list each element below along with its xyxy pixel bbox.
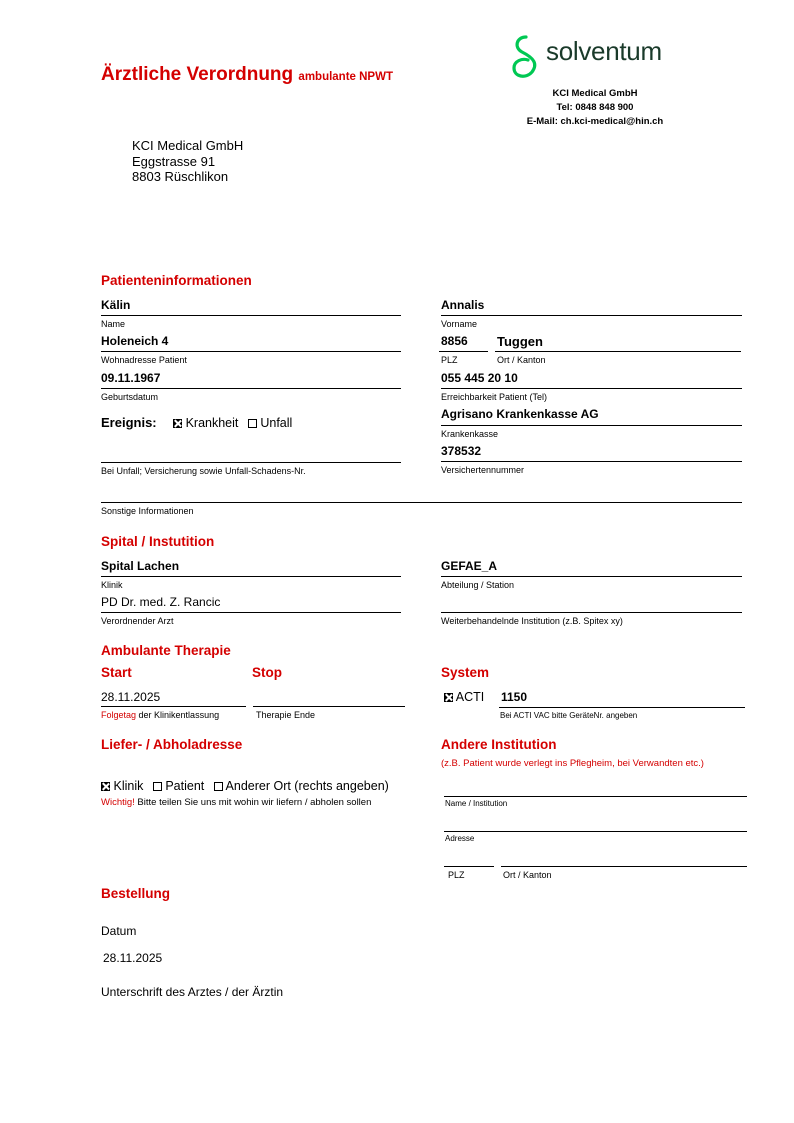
section-heading-other-institution: Andere Institution (441, 737, 557, 752)
section-heading-patient: Patienteninformationen (101, 273, 252, 288)
recipient-line3: 8803 Rüschlikon (132, 169, 229, 184)
checkbox-checked-icon[interactable] (101, 782, 110, 791)
start-heading: Start (101, 665, 132, 680)
divider (441, 315, 742, 316)
other-address-field-line[interactable] (444, 831, 747, 832)
solventum-logo-icon (508, 34, 542, 80)
patient-birthdate-value[interactable]: 09.11.1967 (101, 371, 161, 385)
patient-address-value[interactable]: Holeneich 4 (101, 334, 169, 348)
delivery-note-important: Wichtig! (101, 797, 135, 808)
divider (439, 351, 488, 352)
system-option-acti[interactable] (444, 690, 484, 704)
patient-phone-label: Erreichbarkeit Patient (Tel) (441, 392, 548, 402)
delivery-note-text: Bitte teilen Sie uns mit wohin wir liefern / abholen sollen (134, 797, 372, 808)
event-row (101, 414, 298, 432)
department-value[interactable]: GEFAE_A (441, 559, 498, 573)
event-option-unfall[interactable] (248, 416, 292, 430)
divider (441, 461, 742, 462)
signature-label: Unterschrift des Arztes / der Ärztin (101, 985, 284, 999)
delivery-option-anderer-ort[interactable] (214, 779, 389, 793)
patient-ort-label: Ort / Kanton (497, 355, 546, 365)
other-ort-label: Ort / Kanton (503, 870, 552, 880)
company-tel: Tel: 0848 848 900 (556, 102, 634, 113)
divider (101, 576, 401, 577)
recipient-line2: Eggstrasse 91 (132, 153, 216, 169)
followup-field-line[interactable] (441, 612, 742, 613)
checkbox-unchecked-icon[interactable] (153, 782, 162, 791)
event-option-label: Krankheit (185, 416, 239, 430)
checkbox-checked-icon[interactable] (444, 693, 453, 702)
patient-name-value[interactable]: Kälin (101, 298, 131, 312)
other-ort-field-line[interactable] (501, 866, 747, 867)
title-main: Ärztliche Verordnung (101, 64, 294, 85)
page-title (101, 64, 393, 86)
delivery-option-label: Klinik (113, 779, 144, 793)
divider (101, 388, 401, 389)
therapy-start-value[interactable]: 28.11.2025 (101, 690, 161, 704)
divider (495, 351, 741, 352)
patient-phone-value[interactable]: 055 445 20 10 (441, 371, 518, 385)
other-name-field-line[interactable] (444, 796, 747, 797)
stop-heading: Stop (252, 665, 282, 680)
title-subtitle: ambulante NPWT (298, 71, 393, 83)
delivery-option-patient[interactable] (153, 779, 204, 793)
patient-birthdate-label: Geburtsdatum (101, 392, 159, 402)
section-heading-delivery: Liefer- / Abholadresse (101, 737, 243, 752)
delivery-option-label: Patient (165, 779, 205, 793)
divider (441, 576, 742, 577)
department-label: Abteilung / Station (441, 580, 515, 590)
patient-insured-number-value[interactable]: 378532 (441, 444, 482, 458)
system-heading: System (441, 665, 490, 680)
clinic-value[interactable]: Spital Lachen (101, 559, 180, 573)
system-device-number[interactable]: 1150 (501, 690, 528, 704)
patient-plz-label: PLZ (441, 355, 458, 365)
therapy-start-label (101, 710, 219, 720)
other-institution-hint: (z.B. Patient wurde verlegt ins Pflegheim, bei Verwandten etc.) (441, 758, 704, 769)
followup-label: Weiterbehandelnde Institution (z.B. Spitex xy) (441, 616, 623, 626)
divider (101, 706, 246, 707)
section-heading-order: Bestellung (101, 886, 171, 901)
event-option-label: Unfall (260, 416, 293, 430)
checkbox-checked-icon[interactable] (173, 419, 182, 428)
company-name: KCI Medical GmbH (552, 88, 638, 99)
divider (101, 612, 401, 613)
other-info-label: Sonstige Informationen (101, 506, 194, 516)
logo-text: solventum (546, 36, 662, 66)
accident-label: Bei Unfall; Versicherung sowie Unfall-Schadens-Nr. (101, 466, 306, 476)
other-plz-label: PLZ (448, 870, 465, 880)
other-plz-field-line[interactable] (444, 866, 494, 867)
patient-name-label: Name (101, 319, 126, 329)
delivery-options (101, 779, 395, 793)
doctor-label: Verordnender Arzt (101, 616, 174, 626)
start-label-rest: der Klinikentlassung (136, 710, 220, 720)
other-address-label: Adresse (445, 834, 475, 843)
divider (101, 351, 401, 352)
start-label-red: Folgetag (101, 710, 137, 720)
patient-ort-value[interactable]: Tuggen (497, 334, 543, 349)
recipient-line1: KCI Medical GmbH (132, 138, 244, 153)
accident-field-line[interactable] (101, 462, 401, 463)
patient-vorname-value[interactable]: Annalis (441, 298, 485, 312)
order-date-label: Datum (101, 924, 137, 938)
other-info-field-line[interactable] (101, 502, 742, 503)
therapy-stop-field-line[interactable] (253, 706, 405, 707)
order-date-value[interactable]: 28.11.2025 (103, 951, 163, 965)
divider (441, 388, 742, 389)
checkbox-unchecked-icon[interactable] (248, 419, 257, 428)
event-label: Ereignis: (101, 415, 157, 430)
checkbox-unchecked-icon[interactable] (214, 782, 223, 791)
patient-insurance-label: Krankenkasse (441, 429, 499, 439)
section-heading-therapy: Ambulante Therapie (101, 643, 231, 658)
delivery-note (101, 797, 371, 808)
divider (499, 707, 745, 708)
patient-vorname-label: Vorname (441, 319, 478, 329)
patient-insurance-value[interactable]: Agrisano Krankenkasse AG (441, 407, 599, 421)
divider (441, 425, 742, 426)
patient-insured-number-label: Versichertennummer (441, 465, 525, 475)
patient-plz-value[interactable]: 8856 (441, 334, 468, 348)
divider (101, 315, 401, 316)
other-name-label: Name / Institution (445, 799, 508, 808)
patient-address-label: Wohnadresse Patient (101, 355, 187, 365)
system-option-label: ACTI (455, 690, 485, 704)
company-info (500, 87, 690, 129)
delivery-option-label: Anderer Ort (rechts angeben) (225, 779, 389, 793)
therapy-stop-label: Therapie Ende (256, 710, 316, 720)
section-heading-hospital: Spital / Instutition (101, 534, 215, 549)
system-label: Bei ACTI VAC bitte GeräteNr. angeben (500, 711, 638, 720)
company-email[interactable]: E-Mail: ch.kci-medical@hin.ch (526, 116, 664, 127)
recipient-address (132, 138, 243, 185)
clinic-label: Klinik (101, 580, 123, 590)
doctor-value[interactable]: PD Dr. med. Z. Rancic (101, 595, 221, 609)
delivery-option-klinik[interactable] (101, 779, 143, 793)
event-option-krankheit[interactable] (173, 416, 238, 430)
